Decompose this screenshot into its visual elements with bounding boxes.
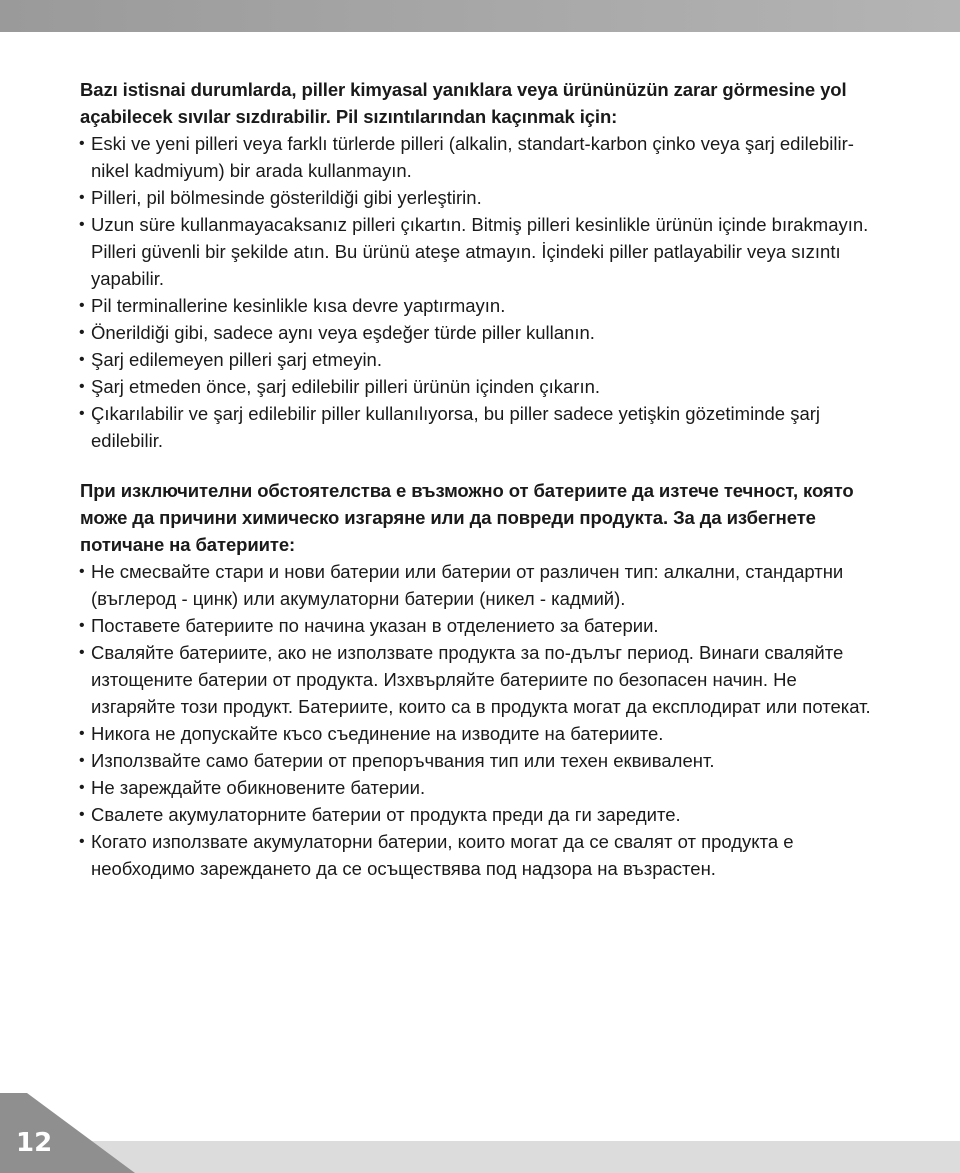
list-item: • Uzun süre kullanmayacaksanız pilleri çıkartın. Bitmiş pilleri kesinlikle ürünün içinde bırakmayın. Pilleri güvenli bir şekilde atın. Bu ürünü ateşe atmayın. İçindeki piller patlayabilir veya sızıntı yapabilir. (80, 211, 880, 292)
list-item: • Поставете батериите по начина указан в отделението за батерии. (80, 612, 880, 639)
section-turkish (80, 76, 880, 454)
list-item: • Свалете акумулаторните батерии от продукта преди да ги заредите. (80, 801, 880, 828)
list-item: • Şarj etmeden önce, şarj edilebilir pilleri ürünün içinden çıkarın. (80, 373, 880, 400)
section-heading: Bazı istisnai durumlarda, piller kimyasal yanıklara veya ürününüzün zarar görmesine yol açabilecek sıvılar sızdırabilir. Pil sızıntılarından kaçınmak için: (80, 79, 847, 127)
list-item: • Когато използвате акумулаторни батерии, които могат да се свалят от продукта е необходимо зареждането да се осъществява под надзора на възрастен. (80, 828, 880, 882)
page-number: 12 (16, 1128, 53, 1158)
top-header-band (0, 0, 960, 32)
list-item: • Şarj edilemeyen pilleri şarj etmeyin. (80, 346, 880, 373)
list-item: • Никога не допускайте късо съединение на изводите на батериите. (80, 720, 880, 747)
list-item: • Не смесвайте стари и нови батерии или батерии от различен тип: алкални, стандартни (въглерод - цинк) или акумулаторни батерии (никел - кадмий). (80, 558, 880, 612)
list-item: • Pil terminallerine kesinlikle kısa devre yaptırmayın. (80, 292, 880, 319)
section-heading: При изключителни обстоятелства е възможно от батериите да изтече течност, която може да причини химическо изгаряне или да повреди продукта. За да избегнете потичане на батериите: (80, 480, 854, 555)
document-body (80, 76, 880, 905)
list-item: • Çıkarılabilir ve şarj edilebilir piller kullanılıyorsa, bu piller sadece yetişkin gözetiminde şarj edilebilir. (80, 400, 880, 454)
list-item: • Използвайте само батерии от препоръчвания тип или техен еквивалент. (80, 747, 880, 774)
bullet-list (80, 130, 880, 454)
list-item: • Önerildiği gibi, sadece aynı veya eşdeğer türde piller kullanın. (80, 319, 880, 346)
list-item: • Pilleri, pil bölmesinde gösterildiği gibi yerleştirin. (80, 184, 880, 211)
bullet-list (80, 558, 880, 882)
list-item: • Eski ve yeni pilleri veya farklı türlerde pilleri (alkalin, standart-karbon çinko veya şarj edilebilir-nikel kadmiyum) bir arada kullanmayın. (80, 130, 880, 184)
section-bulgarian (80, 477, 880, 882)
footer-band (0, 1141, 960, 1173)
list-item: • Сваляйте батериите, ако не използвате продукта за по-дълъг период. Винаги сваляйте изтощените батерии от продукта. Изхвърляйте батериите по безопасен начин. Не изгаряйте този продукт. Батериите, които са в продукта могат да експлодират или потекат. (80, 639, 880, 720)
list-item: • Не зареждайте обикновените батерии. (80, 774, 880, 801)
